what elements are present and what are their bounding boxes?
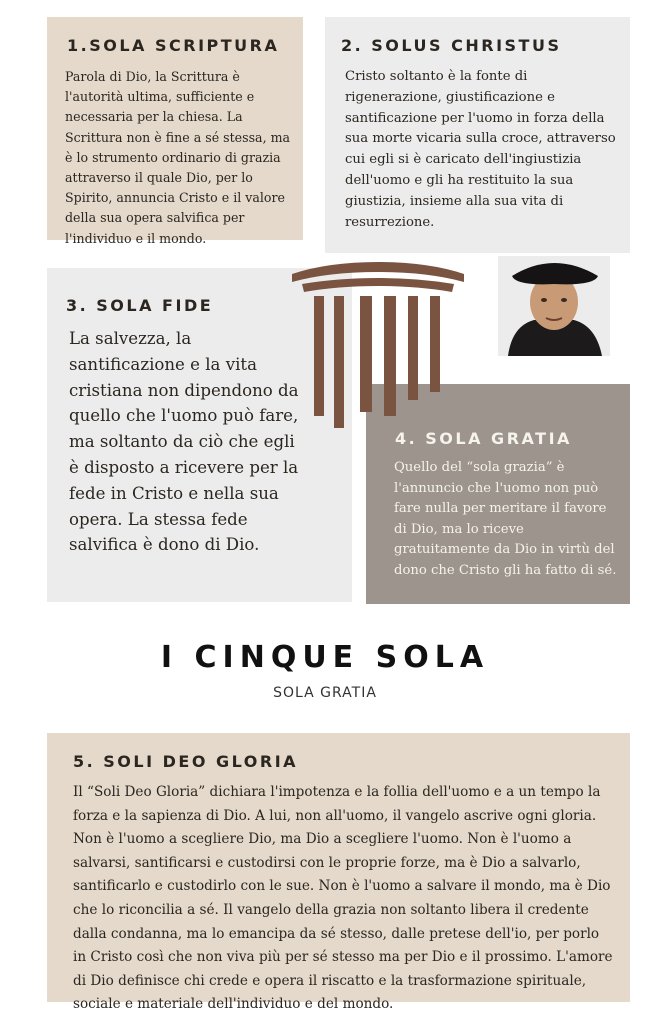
card-heading: 1.SOLA SCRIPTURA [67, 36, 280, 55]
card-body: Il “Soli Deo Gloria” dichiara l'impotenza e la follia dell'uomo e a un tempo la forza e la sapienza di Dio. A lui, non all'uomo, il vangelo ascrive ogni gloria. Non è l'uomo a scegliere Dio, ma Dio a scegliere l'uomo. Non è l'uomo a salvarsi, santificarsi e custodirsi con le proprie forze, ma è Dio a salvarlo, santificarlo e custodirlo con le sue. Non è l'uomo a salvare il mondo, ma è Dio che lo riconcilia a sé. Il vangelo della grazia non soltanto libera il credente dalla condanna, ma lo emancipa da sé stesso, dalle pretese dell'io, per porlo in Cristo così che non viva più per sé stesso ma per Dio e il prossimo. L'amore di Dio definisce chi crede e opera il riscatto e la trasformazione spirituale, sociale e materiale dell'individuo e del mondo. [73, 784, 613, 1013]
card-heading: 5. SOLI DEO GLORIA [73, 752, 299, 771]
portrait-icon [498, 256, 610, 356]
card-sola-scriptura [47, 17, 303, 246]
card-body: Quello del “sola grazia” è l'annuncio che l'uomo non può fare nulla per meritare il favore di Dio, ma lo riceve gratuitamente da Dio in virtù del dono che Cristo gli ha fatto di sé. [394, 460, 617, 578]
card-body: Cristo soltanto è la fonte di rigenerazione, giustificazione e santificazione per l'uomo in forza della sua morte vicaria sulla croce, attraverso cui egli si è caricato dell'ingiustizia dell'uomo e gli ha restituito la sua giustizia, insieme alla sua vita di resurrezione. [345, 69, 616, 230]
card-soli-deo-gloria [47, 733, 630, 1013]
card-heading: 4. SOLA GRATIA [395, 429, 572, 448]
page-subtitle: SOLA GRATIA [273, 685, 377, 701]
card-heading: 2. SOLUS CHRISTUS [341, 36, 562, 55]
card-solus-christus [325, 17, 630, 253]
card-body: La salvezza, la santificazione e la vita cristiana non dipendono da quello che l'uomo può fare, ma soltanto da ciò che egli è disposto a ricevere per la fede in Cristo e nella sua opera. La stessa fede salvifica è dono di Dio. [69, 329, 299, 555]
page-title: I CINQUE SOLA [160, 640, 490, 675]
column-icon [288, 252, 468, 432]
card-body: Parola di Dio, la Scrittura è l'autorità ultima, sufficiente e necessaria per la chiesa. La Scrittura non è fine a sé stessa, ma è lo strumento ordinario di grazia attraverso il quale Dio, per lo Spirito, annuncia Cristo e il valore della sua opera salvifica per l'individuo e il mondo. [65, 69, 291, 246]
card-heading: 3. SOLA FIDE [66, 296, 214, 315]
